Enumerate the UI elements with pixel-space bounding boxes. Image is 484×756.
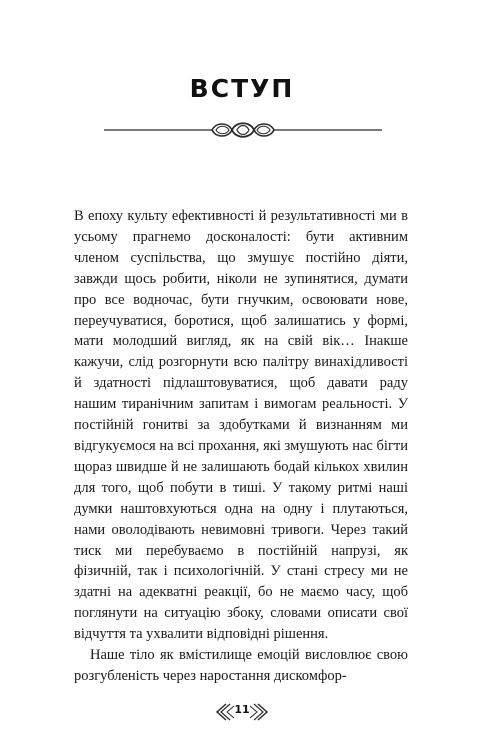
ornament-divider <box>104 118 382 142</box>
page-number: 11 <box>234 703 250 716</box>
body-text <box>74 206 408 687</box>
paragraph-2: Наше тіло як вмістилище емоцій висловлює свою розгубленість через наростання дискомфор- <box>74 647 408 684</box>
page-number-block <box>212 700 272 724</box>
knot-ornament-icon <box>104 118 382 142</box>
page-title: ВСТУП <box>189 74 295 103</box>
paragraph-1: В епоху культу ефективності й результативності ми в усьому прагнемо досконалості: бути активним членом суспільства, що змушує постійно діяти, завжди щось робити, ніколи не зупинятися, думати про все водночас, бути гнучким, освоювати нове, переучуватися, боротися, щоб залишатись у формі, мати молодший вигляд, як на свій вік… Інакше кажучи, слід розгорнути всю палітру винахідливості й здатності підлаштовуватися, щоб давати раду нашим тиранічним запитам і вимогам реальності. У постійній гонитві за здобутками й визнанням ми відгукуємося на всі прохання, які змушують нас бігти щораз швидше й не залишають бодай кількох хвилин для того, щоб побути в тиші. У такому ритмі наші думки наштовхуються одна на одну і плутаються, нами оволодівають невимовні тривоги. Через такий тиск ми перебуваємо в постійній напрузі, як фізичній, так і психологічній. У стані стресу ми не здатні на адекватні реакції, бо не маємо часу, щоб поглянути на ситуацію збоку, словами описати свої відчуття та ухвалити відповідні рішення. <box>74 208 408 643</box>
